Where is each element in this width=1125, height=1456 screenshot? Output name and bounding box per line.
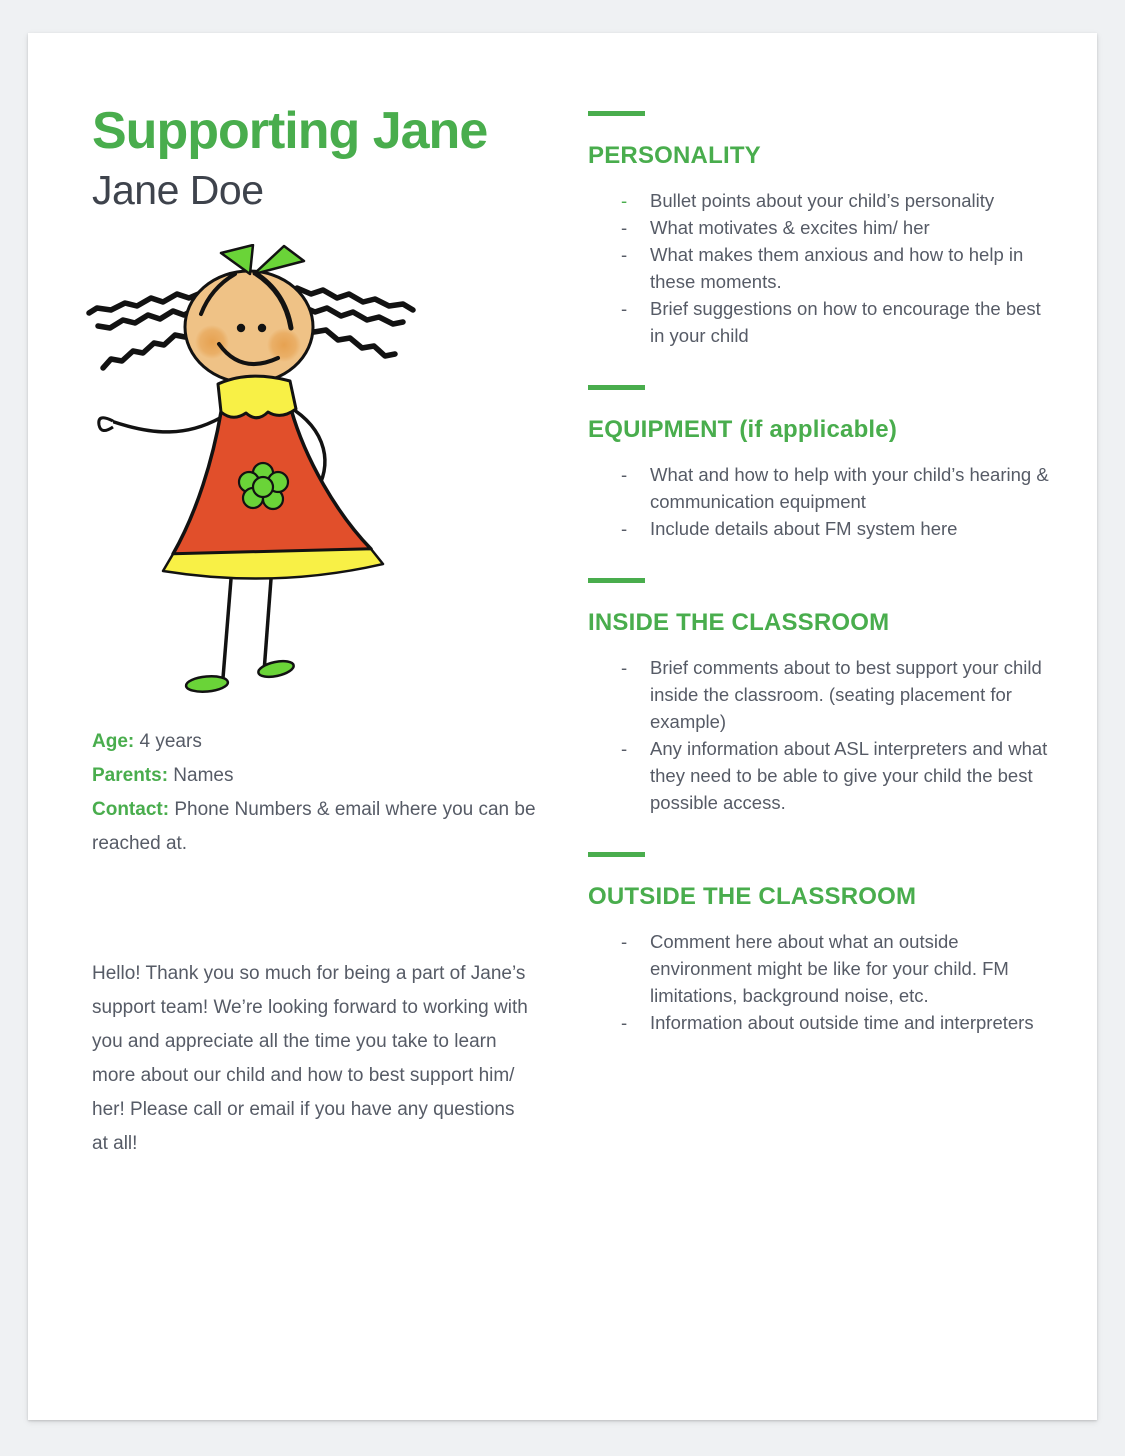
bullet-item: - Brief suggestions on how to encourage the best in your child — [588, 295, 1054, 349]
right-shoe — [257, 659, 295, 680]
bullet-list — [588, 461, 1054, 542]
right-eye — [258, 324, 266, 332]
bullet-item: - Include details about FM system here — [588, 515, 1054, 542]
left-eye — [237, 324, 245, 332]
bullet-item: - What and how to help with your child’s hearing & communication equipment — [588, 461, 1054, 515]
section-heading: INSIDE THE CLASSROOM — [588, 609, 890, 636]
bullet-item: - Information about outside time and interpreters — [588, 1009, 1054, 1036]
profile-field-row — [92, 793, 544, 861]
bullet-list — [588, 928, 1054, 1036]
section-rule — [588, 578, 645, 583]
left-leg — [223, 579, 231, 678]
field-value: Phone Numbers & email where you can be reached at. — [92, 799, 536, 855]
dress-hem — [163, 549, 383, 579]
pigtails-right — [297, 288, 413, 356]
collar — [218, 376, 296, 418]
bullet-item: - What makes them anxious and how to help in these moments. — [588, 241, 1054, 295]
bullet-item: - Brief comments about to best support your child inside the classroom. (seating placement for example) — [588, 654, 1054, 735]
section-equipment-if-applicable — [588, 385, 1054, 542]
profile-field-row — [92, 759, 544, 793]
hair-bow — [221, 245, 304, 274]
page-title: Supporting Jane — [92, 102, 488, 160]
section-rule — [588, 852, 645, 857]
field-label: Contact: — [92, 799, 170, 821]
bullet-item: - Bullet points about your child’s personality — [588, 187, 1054, 214]
left-hand — [99, 418, 113, 431]
profile-field-row — [92, 725, 544, 759]
left-column — [92, 103, 544, 1161]
section-heading: EQUIPMENT (if applicable) — [588, 416, 898, 443]
child-name: Jane Doe — [92, 167, 264, 214]
section-rule — [588, 111, 645, 116]
section-personality — [588, 111, 1054, 349]
right-cheek — [267, 328, 301, 362]
right-leg — [264, 579, 271, 672]
section-inside-the-classroom — [588, 578, 1054, 816]
left-cheek — [195, 325, 229, 359]
right-column — [588, 111, 1054, 1036]
field-value: 4 years — [134, 731, 202, 753]
bullet-item: - What motivates & excites him/ her — [588, 214, 1054, 241]
field-label: Parents: — [92, 765, 169, 787]
profile-fields — [92, 725, 544, 861]
document-page — [28, 33, 1097, 1420]
section-heading: OUTSIDE THE CLASSROOM — [588, 883, 917, 910]
intro-paragraph: Hello! Thank you so much for being a part of Jane’s support team! We’re looking forward to working with you and appreciate all the time you take to learn more about our child and how to best support him/ her! Please call or email if you have any questions at all! — [92, 963, 528, 1155]
bullet-list — [588, 654, 1054, 816]
left-arm — [111, 418, 220, 432]
left-shoe — [185, 675, 228, 694]
bullet-list — [588, 187, 1054, 349]
section-heading: PERSONALITY — [588, 142, 761, 169]
field-label: Age: — [92, 731, 135, 753]
section-rule — [588, 385, 645, 390]
bullet-item: - Comment here about what an outside environment might be like for your child. FM limitations, background noise, etc. — [588, 928, 1054, 1009]
section-outside-the-classroom — [588, 852, 1054, 1036]
bullet-item: - Any information about ASL interpreters and what they need to be able to give your child the best possible access. — [588, 735, 1054, 816]
girl-clipart-illustration — [85, 244, 420, 699]
field-value: Names — [168, 765, 234, 787]
